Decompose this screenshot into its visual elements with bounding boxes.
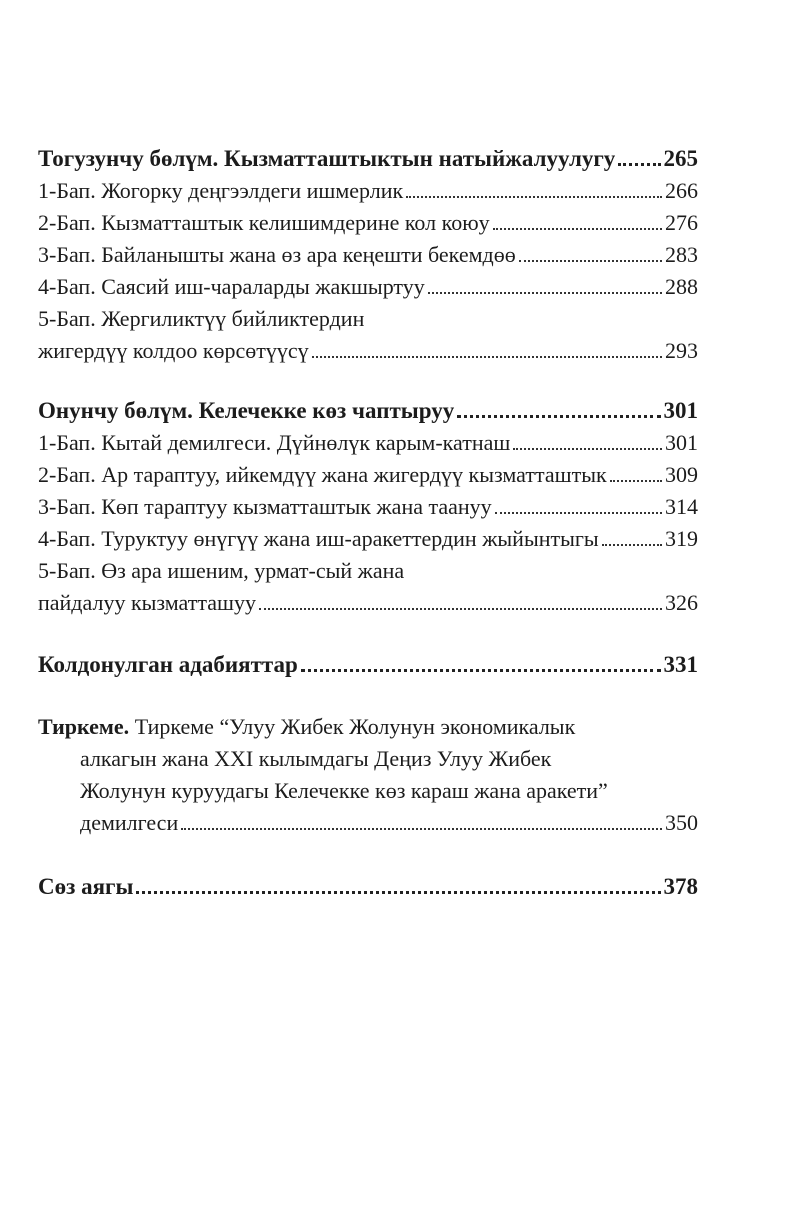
dot-leader <box>602 544 662 546</box>
references-entry[interactable] <box>38 649 698 681</box>
page-number: 293 <box>665 338 698 363</box>
chapter-title-continuation: жигердүү колдоо көрсөтүүсү <box>38 338 309 363</box>
afterword-title: Сөз аягы <box>38 874 134 899</box>
afterword-entry[interactable] <box>38 871 698 903</box>
spacer <box>38 839 698 871</box>
chapter-entry[interactable] <box>38 427 698 459</box>
dot-leader <box>519 260 662 262</box>
dot-leader <box>513 448 662 450</box>
chapter-entry[interactable] <box>38 459 698 491</box>
dot-leader <box>618 163 660 166</box>
chapter-entry-continuation[interactable] <box>38 587 698 619</box>
page-number: 326 <box>665 590 698 615</box>
dot-leader <box>259 608 662 610</box>
dot-leader <box>136 891 660 894</box>
table-of-contents <box>38 143 698 903</box>
dot-leader <box>493 228 662 230</box>
page-number: 350 <box>665 810 698 835</box>
page-number: 301 <box>665 430 698 455</box>
chapter-title: 3-Бап. Көп тараптуу кызматташтык жана таануу <box>38 494 492 519</box>
chapter-entry[interactable] <box>38 207 698 239</box>
section-heading[interactable] <box>38 143 698 175</box>
appendix-entry[interactable] <box>38 711 698 839</box>
section-heading[interactable] <box>38 395 698 427</box>
appendix-text: Тиркеме “Улуу Жибек Жолунун экономикалык <box>134 714 576 739</box>
chapter-title: 3-Бап. Байланышты жана өз ара кеңешти бекемдөө <box>38 242 516 267</box>
chapter-entry[interactable] <box>38 239 698 271</box>
appendix-line <box>38 711 698 743</box>
dot-leader <box>181 828 662 830</box>
chapter-title: 2-Бап. Кызматташтык келишимдерине кол коюу <box>38 210 490 235</box>
appendix-label: Тиркеме. <box>38 714 130 739</box>
page-number: 283 <box>665 242 698 267</box>
chapter-entry[interactable] <box>38 271 698 303</box>
dot-leader <box>610 480 662 482</box>
chapter-entry-continuation[interactable] <box>38 335 698 367</box>
chapter-title: 1-Бап. Кытай демилгеси. Дүйнөлүк карым-катнаш <box>38 430 511 455</box>
section-title: Онунчу бөлүм. Келечекке көз чаптыруу <box>38 398 455 423</box>
page-number: 276 <box>665 210 698 235</box>
chapter-entry[interactable] <box>38 175 698 207</box>
section-ten <box>38 395 698 619</box>
chapter-title: 2-Бап. Ар тараптуу, ийкемдүү жана жигердүү кызматташтык <box>38 462 607 487</box>
chapter-entry[interactable] <box>38 523 698 555</box>
page-number: 314 <box>665 494 698 519</box>
page-number: 378 <box>663 874 698 899</box>
chapter-title: 4-Бап. Саясий иш-чараларды жакшыртуу <box>38 274 425 299</box>
chapter-title-continuation: пайдалуу кызматташуу <box>38 590 256 615</box>
page-number: 266 <box>665 178 698 203</box>
appendix-line: алкагын жана XXI кылымдагы Деңиз Улуу Жибек <box>80 746 552 771</box>
page-number: 288 <box>665 274 698 299</box>
dot-leader <box>406 196 662 198</box>
spacer <box>38 619 698 649</box>
dot-leader <box>301 669 661 672</box>
dot-leader <box>457 415 660 418</box>
page-number: 309 <box>665 462 698 487</box>
chapter-title[interactable]: 5-Бап. Өз ара ишеним, урмат-сый жана <box>38 558 405 583</box>
chapter-title: 4-Бап. Туруктуу өнүгүү жана иш-аракеттердин жыйынтыгы <box>38 526 599 551</box>
spacer <box>38 367 698 395</box>
page-number: 319 <box>665 526 698 551</box>
chapter-title: 1-Бап. Жогорку деңгээлдеги ишмерлик <box>38 178 404 203</box>
dot-leader <box>495 512 662 514</box>
page-number: 265 <box>663 146 698 171</box>
dot-leader <box>428 292 662 294</box>
references-title: Колдонулган адабияттар <box>38 652 298 677</box>
appendix-last-line <box>38 807 698 839</box>
section-nine <box>38 143 698 367</box>
page-number: 331 <box>663 652 698 677</box>
chapter-entry[interactable] <box>38 491 698 523</box>
appendix-line: Жолунун куруудагы Келечекке көз караш жана аракети” <box>80 778 608 803</box>
chapter-title[interactable]: 5-Бап. Жергиликтүү бийликтердин <box>38 306 365 331</box>
appendix-text: демилгеси <box>80 810 179 835</box>
section-title: Тогузунчу бөлүм. Кызматташтыктын натыйжалуулугу <box>38 146 616 171</box>
dot-leader <box>312 356 662 358</box>
page-number: 301 <box>663 398 698 423</box>
spacer <box>38 681 698 711</box>
